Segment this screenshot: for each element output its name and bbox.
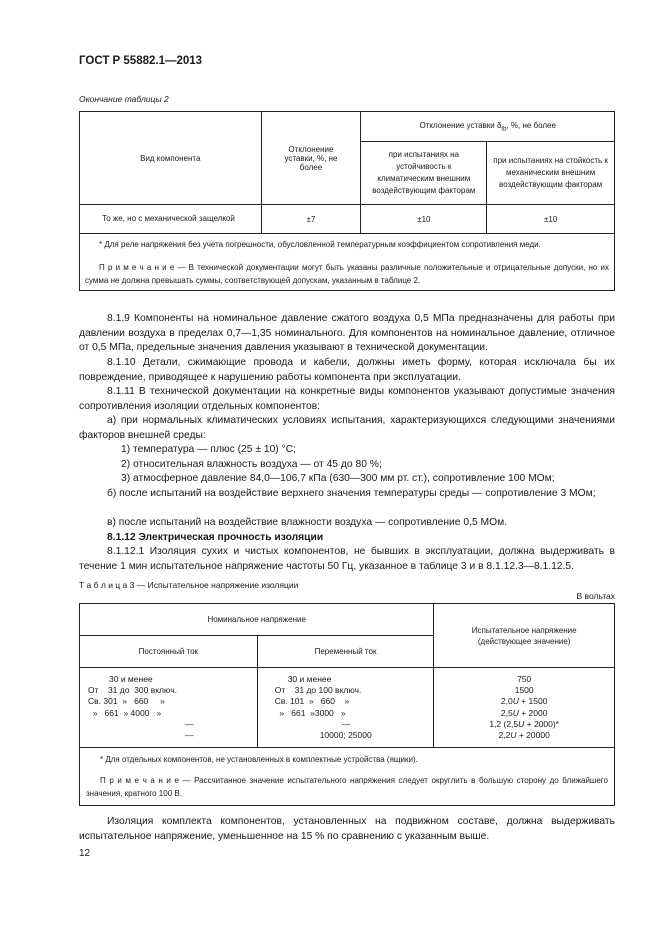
table2-caption: Окончание таблицы 2 — [79, 94, 169, 104]
table3-caption-text: — Испытательное напряжение изоляции — [134, 580, 299, 590]
test-value: 1,2 (2,5U + 2000)* — [489, 718, 560, 729]
table3-col-ac: Переменный ток — [257, 636, 434, 668]
delta-symbol: δ — [496, 120, 502, 130]
paragraph-v: в) после испытаний на воздействие влажности воздуха — сопротивление 0,5 МОм. — [107, 517, 508, 528]
test-value: 2,5U + 2000 — [500, 707, 548, 718]
test-value: 2,0U + 1500 — [500, 696, 548, 707]
table3-col-nominal: Номинальное напряжение — [80, 604, 434, 636]
table2-row-climatic: ±10 — [361, 205, 487, 234]
test-value: 750 — [517, 674, 532, 684]
table3-note — [86, 774, 608, 800]
table3-footnote: * Для отдельных компонентов, не установленных в комплектные устройства (ящики). — [100, 755, 418, 764]
table2-col-mechanical: при испытаниях на стойкость к механическим внешним воздействующим факторам — [487, 142, 615, 205]
table3 — [79, 603, 615, 806]
dc-value: 30 и менее — [109, 674, 153, 684]
table2-notes — [80, 234, 615, 291]
table2-col-climatic: при испытаниях на устойчивость к климатическим внешним воздействующим факторам — [361, 142, 487, 205]
test-value: 2,2U + 20000 — [498, 730, 550, 741]
dc-value: — — [185, 718, 194, 729]
document-header: ГОСТ Р 55882.1—2013 — [79, 55, 203, 67]
table3-caption-label: Т а б л и ц а 3 — [79, 580, 135, 590]
dc-value: От 31 до 300 включ. — [88, 685, 177, 696]
dc-value: Св. 301 » 660 » — [88, 696, 165, 707]
dc-value: » 661 » 4000 » — [88, 707, 162, 718]
table2-col-component: Вид компонента — [80, 112, 262, 205]
table2-row-deviation: ±7 — [261, 205, 361, 234]
table3-dc-cell — [80, 668, 258, 748]
ac-value: 10000; 25000 — [319, 730, 372, 741]
table2-col-deviation: Отклонение уставки, %, не более — [261, 112, 361, 205]
table2-row-mechanical: ±10 — [487, 205, 615, 234]
delta-subscript: tb — [501, 126, 507, 133]
paragraph-8-1-9: 8.1.9 Компоненты на номинальное давление сжатого воздуха 0,5 МПа предназначены для работы при давлении воздуха в пределах 0,7—1,35 номинального. Для компонентов на номинальное давление, отличное от 0,5 МПа, предельные значения давления указывают в технической документации. — [79, 313, 615, 354]
table2 — [79, 111, 615, 291]
table3-test-cell — [434, 668, 615, 748]
table2-row-component: То же, но с механической защелкой — [80, 205, 262, 234]
table3-col-test: Испытательное напряжение (действующее значение) — [434, 604, 615, 668]
paragraph-b: б) после испытаний на воздействие верхнего значения температуры среды — сопротивление 3 МОм; — [107, 488, 596, 499]
paragraph-a: а) при нормальных климатических условиях испытания, характеризующихся следующими значениями факторов внешней среды: — [79, 415, 615, 441]
list-item-3: 3) атмосферное давление 84,0—106,7 кПа (630—300 мм рт. ст.), сопротивление 100 МОм; — [121, 473, 555, 484]
table3-ac-cell — [257, 668, 434, 748]
table3-note-label: П р и м е ч а н и е — [100, 776, 179, 785]
ac-value: Св. 101 » 660 » — [274, 696, 350, 707]
table2-note — [85, 261, 609, 287]
ac-value: От 31 до 100 включ. — [274, 685, 362, 696]
ac-value: 30 и менее — [287, 674, 332, 684]
table3-notes — [80, 748, 615, 806]
table3-caption — [79, 580, 298, 590]
table3-col-dc: Постоянный ток — [80, 636, 258, 668]
ac-value: — — [341, 718, 351, 729]
table2-note-label: П р и м е ч а н и е — [99, 263, 175, 272]
paragraph-8-1-10: 8.1.10 Детали, сжимающие провода и кабели, должны иметь форму, которая исключала бы их повреждение, приводящее к нарушению работы компонента при эксплуатации. — [79, 357, 615, 383]
list-item-2: 2) относительная влажность воздуха — от 45 до 80 %; — [121, 459, 382, 470]
page-number: 12 — [79, 848, 91, 859]
paragraph-final: Изоляция комплекта компонентов, установленных на подвижном составе, должна выдерживать испытательное напряжение, уменьшенное на 15 % по сравнению с указанным выше. — [79, 816, 615, 842]
table3-units: В вольтах — [576, 591, 615, 601]
table3-note-text: — Рассчитанное значение испытательного напряжения следует округлить в большую сторону до ближайшего значения, кратного 100 В. — [86, 776, 608, 798]
test-value: 1500 — [514, 685, 534, 696]
table2-col-group-suffix: , %, не более — [506, 120, 556, 130]
table2-note-text: — В технической документации могут быть указаны различные положительные и отрицательные допуски, но их сумма не должна превышать суммы, соответствующей допускам, указанным в таблице 2. — [85, 263, 610, 285]
ac-value: » 661 »3000 » — [274, 707, 346, 718]
table2-col-group — [361, 112, 615, 142]
table2-footnote: * Для реле напряжения без учета погрешности, обусловленной температурным коэффициентом сопротивления меди. — [99, 240, 541, 249]
dc-value: — — [185, 730, 194, 741]
table2-col-group-prefix: Отклонение уставки — [419, 120, 497, 130]
paragraph-8-1-11: 8.1.11 В технической документации на конкретные виды компонентов указывают допустимые значения сопротивления изоляции отдельных компонентов: — [79, 386, 615, 412]
section-heading-8-1-12: 8.1.12 Электрическая прочность изоляции — [107, 532, 324, 543]
list-item-1: 1) температура — плюс (25 ± 10) °С; — [121, 444, 297, 455]
paragraph-8-1-12-1: 8.1.12.1 Изоляция сухих и чистых компонентов, не бывших в эксплуатации, должна выдерживать в течение 1 мин испытательное напряжение частоты 50 Гц, указанное в таблице 3 и в 8.1.12.3—8.1.12.5. — [79, 546, 615, 572]
